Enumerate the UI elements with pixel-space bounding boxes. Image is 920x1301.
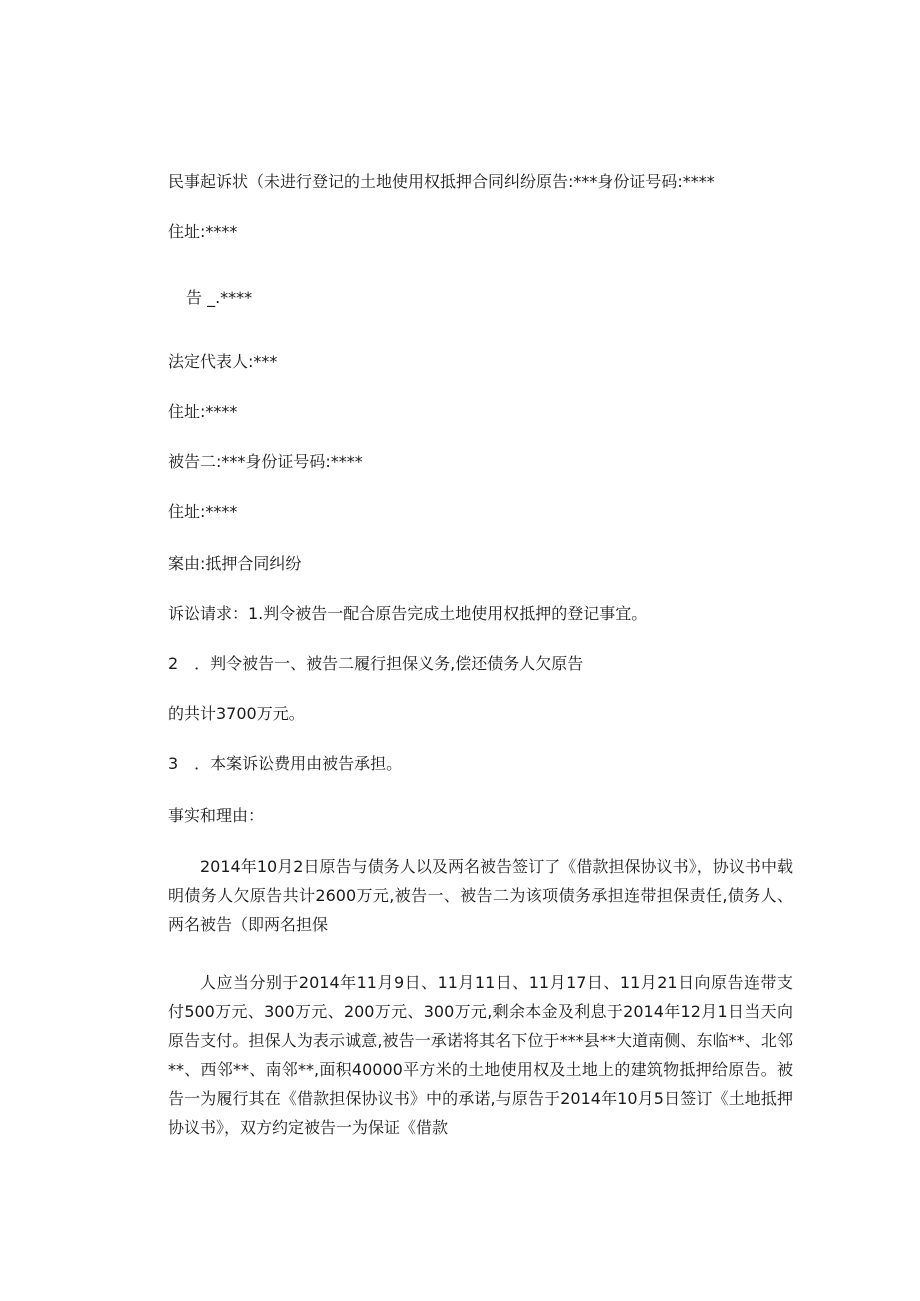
defendant1-address: 住址:**** bbox=[168, 402, 238, 421]
facts-paragraph-2: 人应当分别于2014年11月9日、11月11日、11月17日、11月21日向原告连带支付500万元、300万元、200万元、300万元,剩余本金及利息于2014年12月1日当天向原告支付。担保人为表示诚意,被告一承诺将其名下位于***县**大道南侧、东临**、北邻**、西邻**、南邻**,面积40000平方米的土地使用权及土地上的建筑物抵押给原告。被告一为履行其在《借款担保协议书》中的承诺,与原告于2014年10月5日签订《土地抵押协议书》，双方约定被告一为保证《借款 bbox=[168, 973, 793, 1137]
claims-intro: 诉讼请求：1.判令被告一配合原告完成土地使用权抵押的登记事宜。 bbox=[168, 604, 648, 623]
facts-heading: 事实和理由： bbox=[168, 806, 265, 825]
defendant1-label: 告 _.**** bbox=[186, 288, 253, 307]
claim-2: 2 ．判令被告一、被告二履行担保义务,偿还债务人欠原告 bbox=[168, 654, 584, 673]
legal-representative: 法定代表人:*** bbox=[168, 352, 278, 371]
defendant2-address: 住址:**** bbox=[168, 502, 238, 521]
claim-2-continued: 的共计3700万元。 bbox=[168, 704, 305, 723]
complaint-title-line: 民事起诉状（未进行登记的土地使用权抵押合同纠纷原告:***身份证号码:**** bbox=[168, 172, 715, 191]
defendant2-info: 被告二:***身份证号码:**** bbox=[168, 452, 363, 471]
claim-3: 3 ．本案诉讼费用由被告承担。 bbox=[168, 754, 403, 773]
case-cause: 案由:抵押合同纠纷 bbox=[168, 554, 302, 573]
plaintiff-address: 住址:**** bbox=[168, 222, 238, 241]
facts-paragraph-1: 2014年10月2日原告与债务人以及两名被告签订了《借款担保协议书》，协议书中载明债务人欠原告共计2600万元,被告一、被告二为该项债务承担连带担保责任,债务人、两名被告（即两名担保 bbox=[168, 857, 793, 934]
